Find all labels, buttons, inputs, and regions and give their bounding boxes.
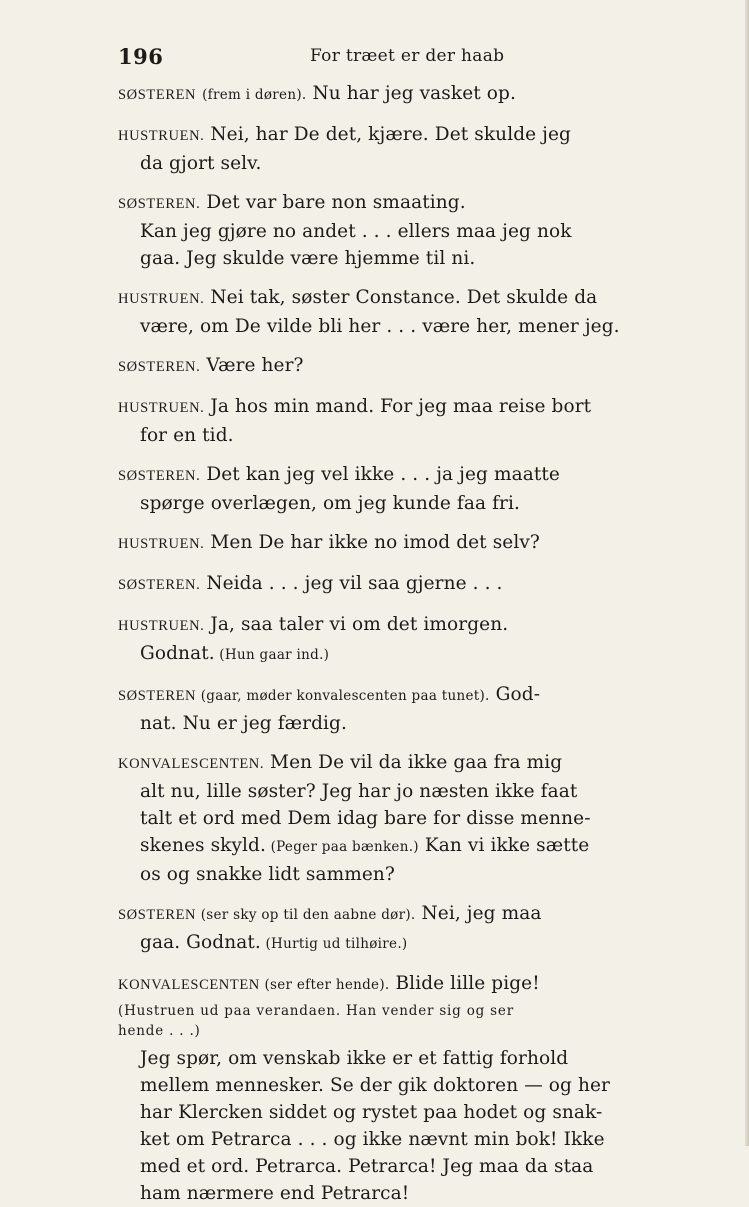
line-text: Nei, har De det, kjære. Det skulde jeg [204,124,572,145]
page-edge-shadow [745,0,749,1146]
line-continuation: skenes skyld. [140,835,266,856]
dialogue-line-10 [118,611,688,669]
speaker-name: HUSTRUEN. [118,536,205,552]
speaker-line [118,970,688,999]
speech-block [118,1045,688,1207]
line-continuation: spørge overlægen, om jeg kunde faa fri. [140,493,520,514]
page-header [118,44,678,70]
line-text: Men De vil da ikke gaa fra mig [264,752,563,773]
line-continuation: være, om De vilde bli her . . . være her, mener jeg. [140,316,620,337]
dialogue-line-9 [118,570,688,599]
line-text: Nu har jeg vasket op. [306,83,516,104]
line-continuation: Godnat. [140,643,215,664]
dialogue-line-2 [118,121,688,177]
dialogue-line-7 [118,461,688,517]
speaker-name: SØSTEREN [118,87,197,103]
stage-direction-line: (Hustruen ud paa verandaen. Han vender sig og ser [118,1003,514,1019]
line-continuation: talt et ord med Dem idag bare for disse menne- [140,808,591,829]
dialogue-line-8 [118,529,688,558]
stage-direction: (frem i døren). [202,87,307,103]
speaker-name: SØSTEREN [118,688,197,704]
dialogue-line-14 [118,970,688,1207]
line-text: Blide lille pige! [389,973,540,994]
speech-line: har Klercken siddet og rystet paa hodet og snak- [140,1102,603,1123]
speech-line: ham nærmere end Petrarca! [140,1183,410,1204]
dialogue-line-11 [118,681,688,737]
speaker-name: SØSTEREN. [118,577,201,593]
line-continuation: alt nu, lille søster? Jeg har jo næsten ikke faat [140,781,578,802]
speaker-name: HUSTRUEN. [118,128,205,144]
line-text: Nei tak, søster Constance. Det skulde da [204,287,598,308]
line-text: Ja hos min mand. For jeg maa reise bort [204,396,592,417]
line-continuation: os og snakke lidt sammen? [140,864,395,885]
speech-line: Jeg spør, om venskab ikke er et fattig forhold [140,1048,569,1069]
line-text: Kan vi ikke sætte [418,835,590,856]
stage-direction-line: hende . . .) [118,1023,201,1039]
dialogue-line-13 [118,900,688,958]
page-number: 196 [118,44,164,69]
dialogue-text [118,80,688,1207]
speaker-name: SØSTEREN. [118,359,201,375]
dialogue-line-3 [118,189,688,272]
line-continuation: gaa. Godnat. [140,932,261,953]
line-text: Neida . . . jeg vil saa gjerne . . . [200,573,503,594]
stage-direction: (Hurtig ud tilhøire.) [260,936,408,952]
line-text: Men De har ikke no imod det selv? [204,532,540,553]
speaker-name: HUSTRUEN. [118,291,205,307]
speech-line: ket om Petrarca . . . og ikke nævnt min bok! Ikke [140,1129,605,1150]
line-text: Nei, jeg maa [415,903,542,924]
line-text: Det kan jeg vel ikke . . . ja jeg maatte [200,464,560,485]
speaker-name: SØSTEREN. [118,468,201,484]
speaker-name: HUSTRUEN. [118,618,205,634]
stage-direction-block [118,1001,688,1041]
speaker-name: KONVALESCENTEN [118,977,260,993]
line-text: Det var bare non smaating. [200,192,466,213]
dialogue-line-6 [118,393,688,449]
stage-direction: (Peger paa bænken.) [266,839,419,855]
running-title: For træet er der haab [310,46,505,66]
line-continuation: gaa. Jeg skulde være hjemme til ni. [140,248,476,269]
stage-direction: (ser sky op til den aabne dør). [196,907,416,923]
line-continuation: Kan jeg gjøre no andet . . . ellers maa jeg nok [140,221,572,242]
line-text: God- [489,684,541,705]
line-text: Være her? [200,355,304,376]
dialogue-line-5 [118,352,688,381]
stage-direction: (ser efter hende). [259,977,390,993]
stage-direction: (gaar, møder konvalescenten paa tunet). [196,688,490,704]
line-continuation: da gjort selv. [140,153,262,174]
stage-direction: (Hun gaar ind.) [214,647,330,663]
speaker-name: SØSTEREN. [118,196,201,212]
line-continuation: for en tid. [140,425,234,446]
dialogue-line-12 [118,749,688,888]
dialogue-line-4 [118,284,688,340]
speaker-name: SØSTEREN [118,907,197,923]
speech-line: mellem mennesker. Se der gik doktoren — og her [140,1075,610,1096]
line-text: Ja, saa taler vi om det imorgen. [204,614,509,635]
speaker-name: KONVALESCENTEN. [118,756,265,772]
line-continuation: nat. Nu er jeg færdig. [140,713,347,734]
speech-line: med et ord. Petrarca. Petrarca! Jeg maa da staa [140,1156,594,1177]
speaker-name: HUSTRUEN. [118,400,205,416]
dialogue-line-1 [118,80,688,109]
